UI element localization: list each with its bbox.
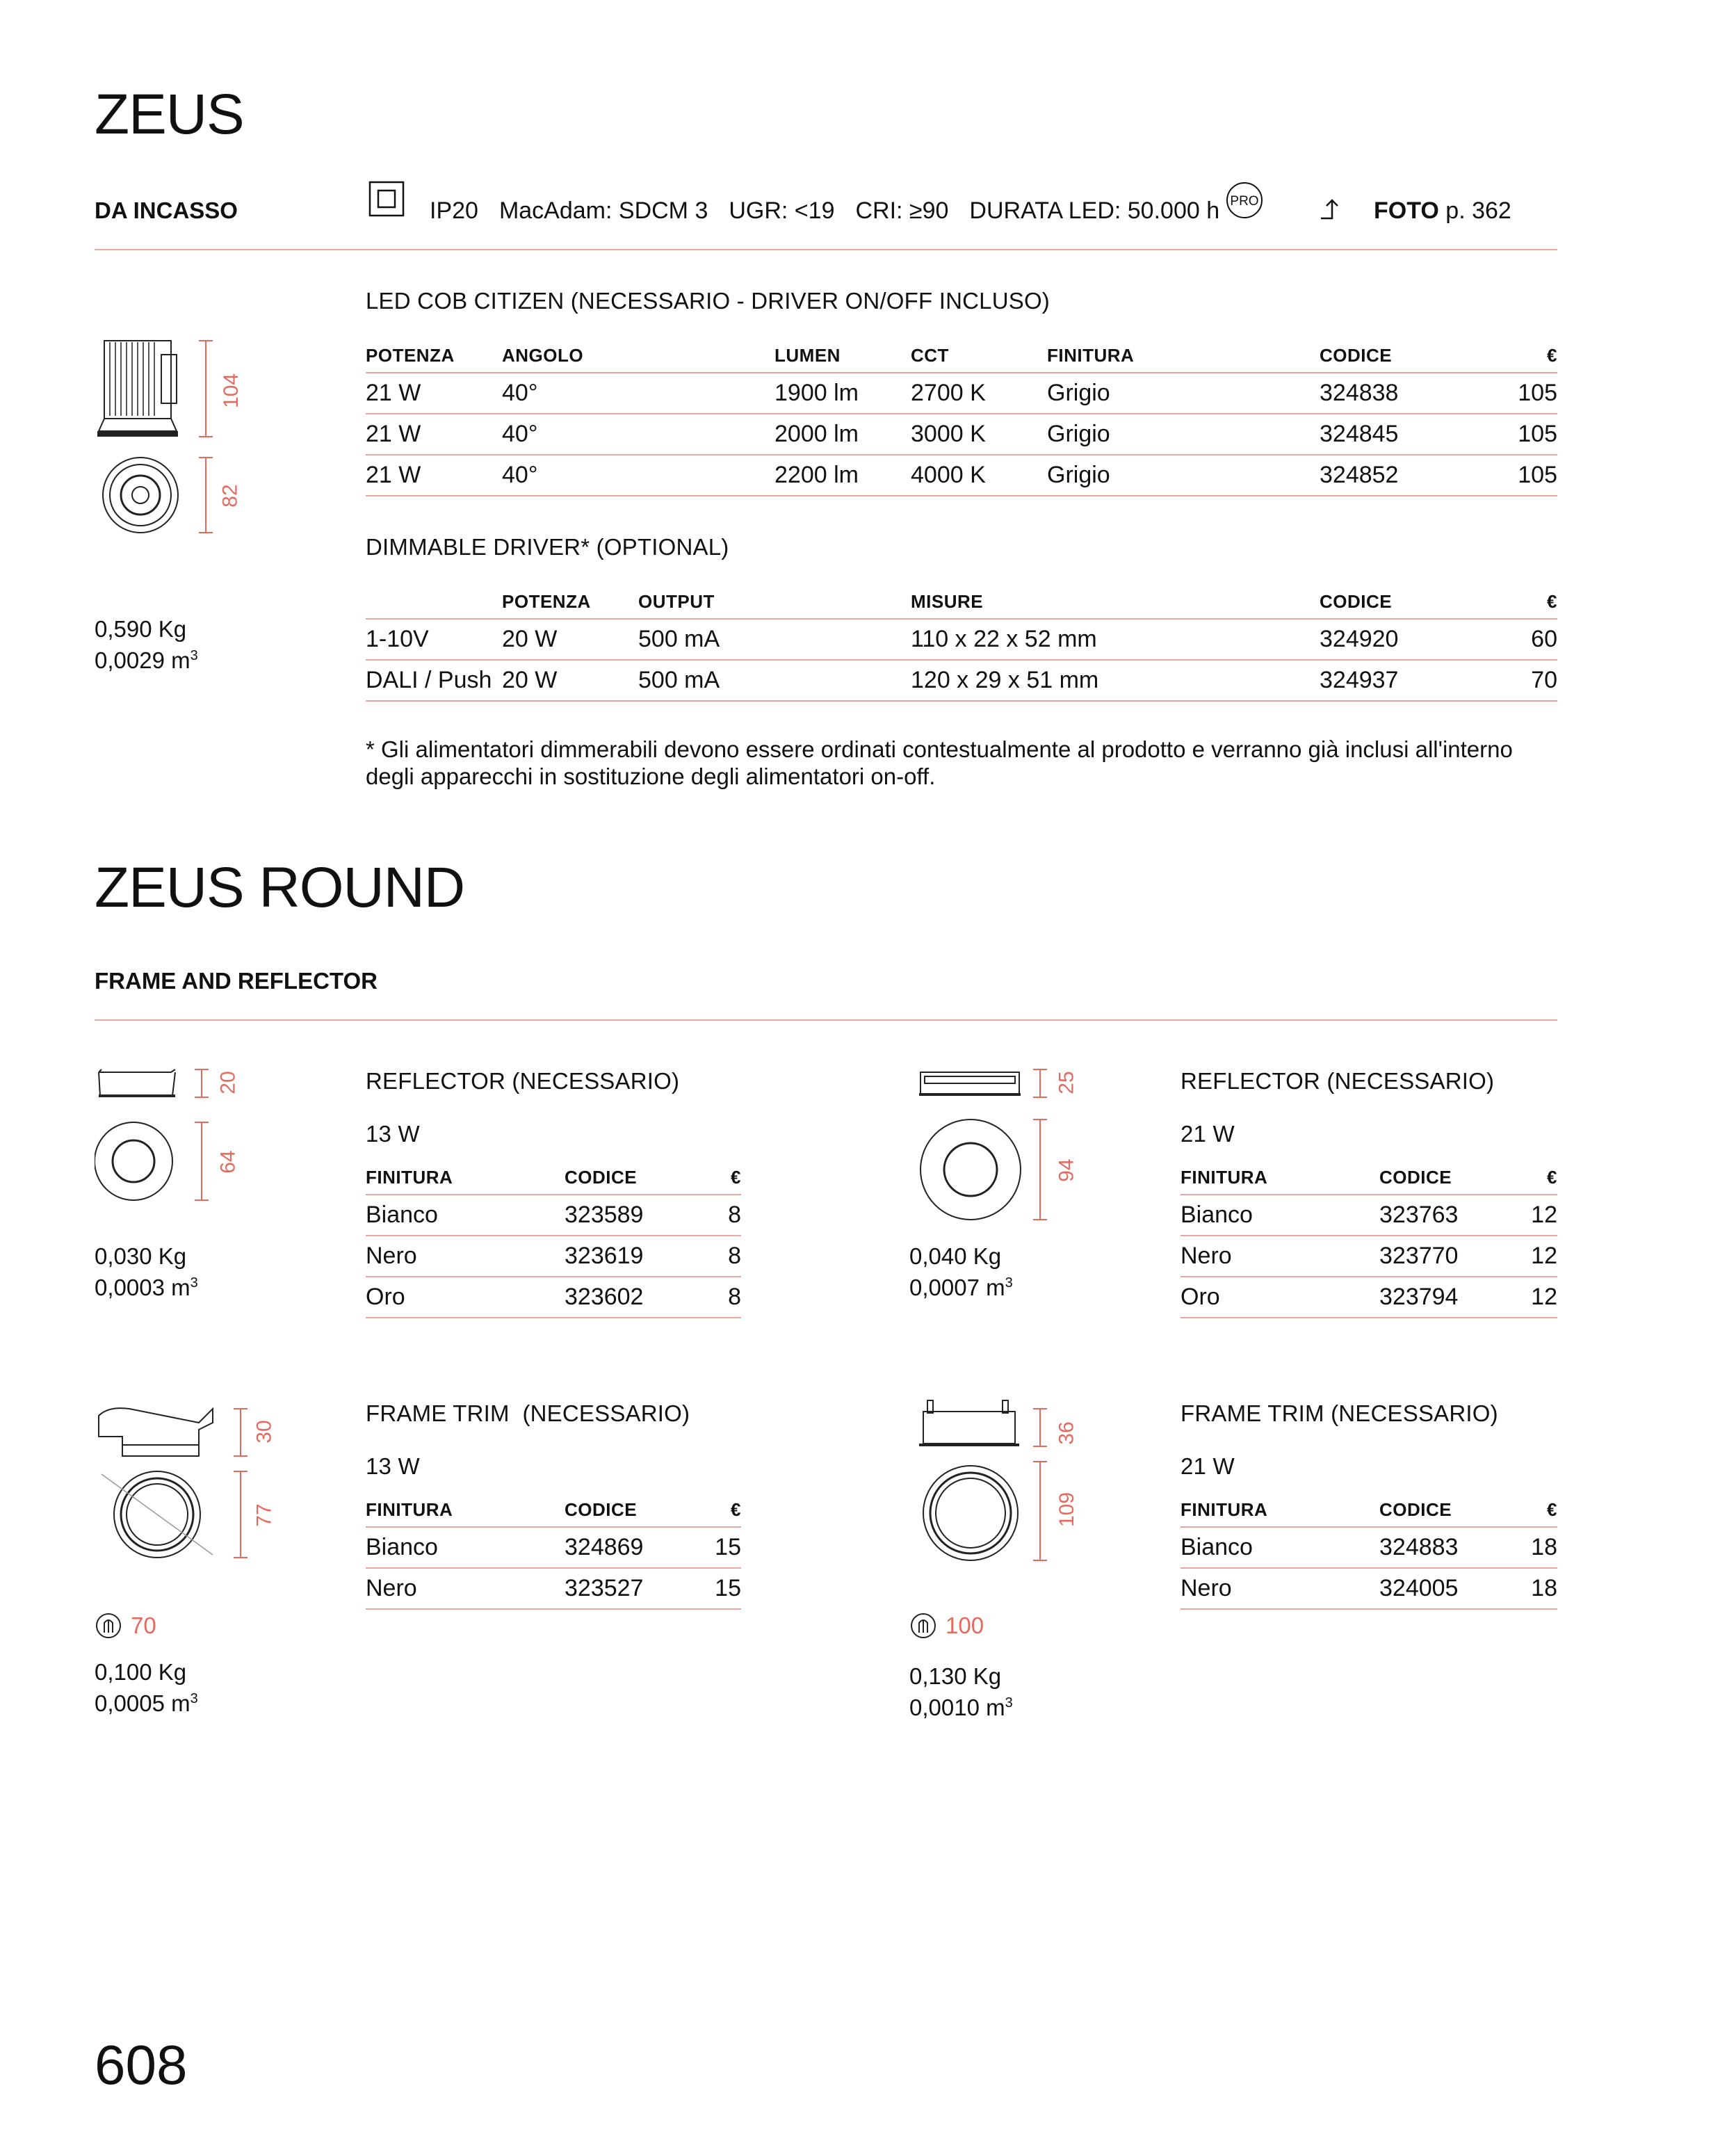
foto-label: FOTO [1374, 197, 1439, 224]
column-header: € [704, 1494, 741, 1527]
volume: 0,0029 m [95, 647, 190, 673]
volume: 0,0007 m [909, 1275, 1005, 1300]
table-row [366, 1568, 741, 1609]
weight: 0,590 Kg [95, 616, 187, 642]
foto-page: p. 362 [1445, 197, 1511, 224]
cell: 2000 lm [774, 414, 911, 455]
column-header: POTENZA [366, 339, 502, 373]
cell: 323619 [565, 1236, 704, 1277]
cell: Nero [1181, 1236, 1379, 1277]
column-header: MISURE [911, 585, 1320, 619]
cutout-size: 100 [946, 1612, 984, 1638]
column-header: CODICE [1379, 1161, 1518, 1195]
cell: 324883 [1379, 1527, 1518, 1568]
dimension-diameter: 77 [252, 1503, 276, 1527]
weight-info [909, 1663, 1013, 1721]
volume: 0,0010 m [909, 1695, 1005, 1720]
cell: 70 [1495, 660, 1557, 701]
column-header: POTENZA [502, 585, 638, 619]
page-title-zeus: ZEUS [95, 83, 244, 146]
frame-trim-21w-table [1181, 1494, 1557, 1610]
cell: 21 W [366, 455, 502, 496]
table-row [366, 455, 1557, 496]
column-header: FINITURA [366, 1161, 565, 1195]
cell: 1900 lm [774, 373, 911, 414]
column-header: € [1518, 1161, 1557, 1195]
foto-reference[interactable] [1374, 199, 1511, 223]
spec-line [430, 199, 1240, 223]
table-row [1181, 1527, 1557, 1568]
cell: 323527 [565, 1568, 704, 1609]
column-header: FINITURA [1181, 1161, 1379, 1195]
cell: 324937 [1320, 660, 1495, 701]
class-ii-insulation-icon [368, 181, 405, 217]
page-title-zeus-round: ZEUS ROUND [95, 856, 465, 919]
frame-trim-13w-table [366, 1494, 741, 1610]
pro-badge-label: PRO [1230, 194, 1259, 209]
block-power: 13 W [366, 1121, 420, 1147]
cell: Bianco [366, 1195, 565, 1236]
cell: 105 [1495, 373, 1557, 414]
weight-info [95, 1659, 198, 1717]
cell: 105 [1495, 455, 1557, 496]
spec-cri: CRI: ≥90 [855, 197, 949, 224]
cell: 60 [1495, 619, 1557, 660]
reflector-21w-table [1181, 1161, 1557, 1318]
spec-ugr: UGR: <19 [729, 197, 835, 224]
weight: 0,130 Kg [909, 1663, 1002, 1689]
cell: 15 [704, 1527, 741, 1568]
block-power: 21 W [1181, 1121, 1235, 1147]
volume: 0,0005 m [95, 1690, 190, 1716]
column-header [366, 585, 502, 619]
dimension-height: 25 [1055, 1071, 1078, 1094]
cell: 323794 [1379, 1277, 1518, 1318]
block-title: REFLECTOR (NECESSARIO) [1181, 1068, 1495, 1094]
dimension-height: 30 [252, 1420, 276, 1444]
cutout-size: 70 [131, 1612, 156, 1638]
cutout-info [95, 1612, 156, 1640]
table-header-row [366, 339, 1557, 373]
cell: 40° [502, 373, 774, 414]
cutout-info [909, 1612, 984, 1640]
cell: 8 [704, 1277, 741, 1318]
cell: 8 [704, 1195, 741, 1236]
volume-exponent: 3 [1005, 1695, 1013, 1711]
column-header: € [1495, 585, 1557, 619]
cell: 324920 [1320, 619, 1495, 660]
table-row [1181, 1195, 1557, 1236]
block-title: FRAME TRIM (NECESSARIO) [366, 1400, 690, 1426]
table-row [366, 1195, 741, 1236]
cell: Oro [1181, 1277, 1379, 1318]
column-header: FINITURA [366, 1494, 565, 1527]
cell: 21 W [366, 414, 502, 455]
weight-info [95, 1243, 198, 1301]
led-section-title: LED COB CITIZEN (NECESSARIO - DRIVER ON/OFF INCLUSO) [366, 288, 1050, 314]
cell: 323763 [1379, 1195, 1518, 1236]
dimension-height: 20 [216, 1071, 240, 1094]
reflector-13w-table [366, 1161, 741, 1318]
cell: 12 [1518, 1236, 1557, 1277]
cell: 15 [704, 1568, 741, 1609]
block-title: FRAME TRIM (NECESSARIO) [1181, 1400, 1498, 1426]
dimension-diameter: 64 [216, 1150, 240, 1174]
cell: 324852 [1320, 455, 1495, 496]
cell: Bianco [1181, 1527, 1379, 1568]
column-header: FINITURA [1181, 1494, 1379, 1527]
volume: 0,0003 m [95, 1275, 190, 1300]
cutout-hole-icon [909, 1612, 937, 1640]
cell: Grigio [1047, 414, 1320, 455]
cell: 323589 [565, 1195, 704, 1236]
weight: 0,040 Kg [909, 1243, 1002, 1269]
table-row [1181, 1236, 1557, 1277]
subtitle-frame-and-reflector: FRAME AND REFLECTOR [95, 968, 378, 994]
cell: 21 W [366, 373, 502, 414]
cell: 3000 K [911, 414, 1047, 455]
dimension-diameter: 94 [1055, 1158, 1078, 1182]
cell: 2200 lm [774, 455, 911, 496]
table-row [1181, 1568, 1557, 1609]
table-row [366, 1236, 741, 1277]
cell: 323602 [565, 1277, 704, 1318]
column-header: OUTPUT [638, 585, 911, 619]
divider [95, 249, 1557, 250]
dimension-height: 36 [1055, 1421, 1078, 1445]
cell: 1-10V [366, 619, 502, 660]
subtitle-da-incasso: DA INCASSO [95, 197, 238, 223]
weight-info [95, 616, 198, 674]
table-row [366, 1527, 741, 1568]
table-row [366, 1277, 741, 1318]
volume-exponent: 3 [1005, 1275, 1013, 1291]
table-row [366, 619, 1557, 660]
cell: Oro [366, 1277, 565, 1318]
spec-ip: IP20 [430, 197, 478, 224]
product-drawing-frame-trim-13w [95, 1402, 275, 1569]
cell: 4000 K [911, 455, 1047, 496]
cell: 40° [502, 455, 774, 496]
weight-info [909, 1243, 1013, 1301]
product-drawing-frame-trim-21w [915, 1391, 1096, 1571]
cell: 8 [704, 1236, 741, 1277]
driver-table [366, 585, 1557, 702]
column-header: CODICE [1320, 339, 1495, 373]
cell: 20 W [502, 619, 638, 660]
cell: 20 W [502, 660, 638, 701]
table-row [366, 373, 1557, 414]
dimension-diameter: 109 [1055, 1492, 1079, 1528]
cell: Nero [1181, 1568, 1379, 1609]
column-header: CODICE [565, 1161, 704, 1195]
weight: 0,100 Kg [95, 1659, 187, 1685]
cell: Nero [366, 1568, 565, 1609]
block-title: REFLECTOR (NECESSARIO) [366, 1068, 680, 1094]
table-header-row [1181, 1161, 1557, 1195]
column-header: € [704, 1161, 741, 1195]
spec-durata-led: DURATA LED: 50.000 h [969, 197, 1220, 224]
page-number: 608 [95, 2034, 188, 2096]
volume-exponent: 3 [190, 648, 198, 663]
cell: Grigio [1047, 373, 1320, 414]
cell: Nero [366, 1236, 565, 1277]
dimension-height: 104 [220, 373, 243, 409]
driver-section-title: DIMMABLE DRIVER* (OPTIONAL) [366, 534, 729, 560]
table-header-row [1181, 1494, 1557, 1527]
cell: 12 [1518, 1277, 1557, 1318]
arrow-up-icon[interactable] [1318, 195, 1346, 223]
cell: 500 mA [638, 619, 911, 660]
volume-exponent: 3 [190, 1691, 198, 1706]
cell: 18 [1518, 1568, 1557, 1609]
column-header: CCT [911, 339, 1047, 373]
dimension-diameter: 82 [218, 484, 242, 508]
table-row [366, 660, 1557, 701]
cell: 110 x 22 x 52 mm [911, 619, 1320, 660]
weight: 0,030 Kg [95, 1243, 187, 1269]
cell: 323770 [1379, 1236, 1518, 1277]
column-header: ANGOLO [502, 339, 774, 373]
spec-macadam: MacAdam: SDCM 3 [498, 197, 708, 224]
cell: Grigio [1047, 455, 1320, 496]
cell: 40° [502, 414, 774, 455]
cutout-hole-icon [95, 1612, 122, 1640]
table-row [1181, 1277, 1557, 1318]
cell: 120 x 29 x 51 mm [911, 660, 1320, 701]
cell: 18 [1518, 1527, 1557, 1568]
footnote: * Gli alimentatori dimmerabili devono essere ordinati contestualmente al prodotto e verranno già inclusi all'interno degli apparecchi in sostituzione degli alimentatori on-off. [366, 736, 1513, 789]
column-header: LUMEN [774, 339, 911, 373]
cell: 324869 [565, 1527, 704, 1568]
column-header: € [1518, 1494, 1557, 1527]
table-row [366, 414, 1557, 455]
cell: DALI / Push [366, 660, 502, 701]
cell: 324838 [1320, 373, 1495, 414]
table-header-row [366, 1494, 741, 1527]
cell: 324005 [1379, 1568, 1518, 1609]
column-header: FINITURA [1047, 339, 1320, 373]
volume-exponent: 3 [190, 1275, 198, 1291]
table-header-row [366, 585, 1557, 619]
block-power: 21 W [1181, 1453, 1235, 1479]
cell: Bianco [1181, 1195, 1379, 1236]
cell: 324845 [1320, 414, 1495, 455]
column-header: € [1495, 339, 1557, 373]
cell: 105 [1495, 414, 1557, 455]
cell: 12 [1518, 1195, 1557, 1236]
cell: 500 mA [638, 660, 911, 701]
led-table [366, 339, 1557, 496]
column-header: CODICE [1379, 1494, 1518, 1527]
cell: 2700 K [911, 373, 1047, 414]
column-header: CODICE [565, 1494, 704, 1527]
table-header-row [366, 1161, 741, 1195]
product-drawing-zeus [95, 334, 241, 542]
column-header: CODICE [1320, 585, 1495, 619]
pro-badge-icon [1225, 181, 1264, 220]
divider [95, 1019, 1557, 1021]
cell: Bianco [366, 1527, 565, 1568]
block-power: 13 W [366, 1453, 420, 1479]
